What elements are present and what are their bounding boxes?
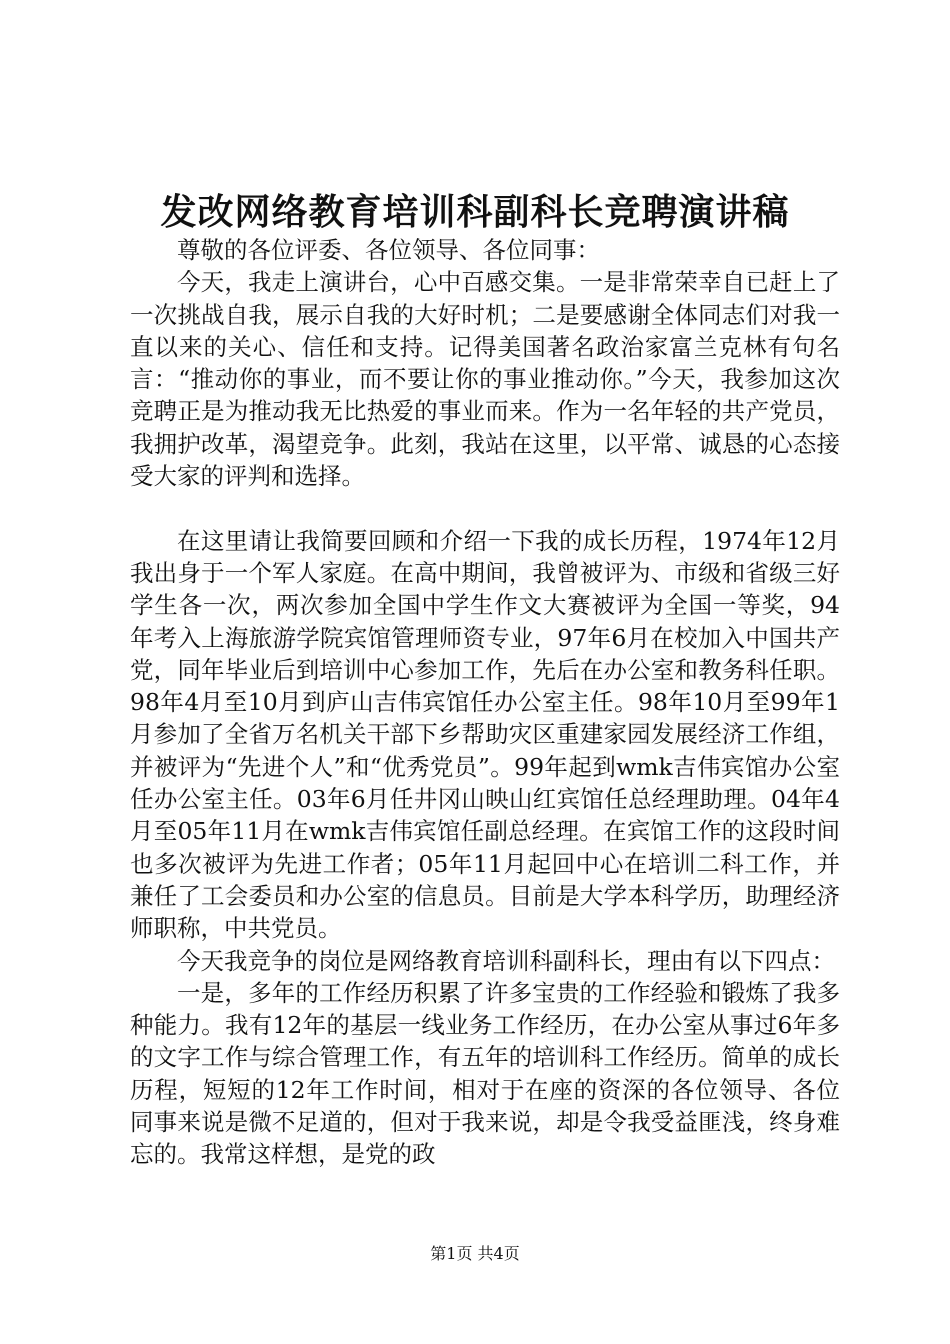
reason-one-paragraph: 一是，多年的工作经历积累了许多宝贵的工作经验和锻炼了我多种能力。我有12年的基层一线业务工作经历，在办公室从事过6年多的文字工作与综合管理工作，有五年的培训科工作经历。简单的成长历程，短短的12年工作时间，相对于在座的资深的各位领导、各位同事来说是微不足道的，但对于我来说，却是令我受益匪浅，终身难忘的。我常这样想，是党的政 [130, 978, 840, 1169]
opening-paragraph: 今天，我走上演讲台，心中百感交集。一是非常荣幸自已赶上了一次挑战自我，展示自我的大好时机；二是要感谢全体同志们对我一直以来的关心、信任和支持。记得美国著名政治家富兰克林有句名言：“推动你的事业，而不要让你的事业推动你。”今天，我参加这次竞聘正是为推动我无比热爱的事业而来。作为一名年轻的共产党员，我拥护改革，渴望竞争。此刻，我站在这里，以平常、诚恳的心态接受大家的评判和选择。 [130, 268, 840, 491]
paragraph-spacer [130, 492, 840, 524]
page-footer: 第1页 共4页 [430, 1244, 520, 1263]
salutation-paragraph: 尊敬的各位评委、各位领导、各位同事： [177, 236, 600, 264]
document-body [130, 234, 840, 1171]
background-paragraph: 在这里请让我简要回顾和介绍一下我的成长历程，1974年12月我出身于一个军人家庭。在高中期间，我曾被评为、市级和省级三好学生各一次，两次参加全国中学生作文大赛被评为全国一等奖，94年考入上海旅游学院宾馆管理师资专业，97年6月在校加入中国共产党，同年毕业后到培训中心参加工作，先后在办公室和教务科任职。98年4月至10月到庐山吉伟宾馆任办公室主任。98年10月至99年1月参加了全省万名机关干部下乡帮助灾区重建家园发展经济工作组，并被评为“先进个人”和“优秀党员”。99年起到wmk吉伟宾馆办公室任办公室主任。03年6月任井冈山映山红宾馆任总经理助理。04年4月至05年11月在wmk吉伟宾馆任副总经理。在宾馆工作的这段时间也多次被评为先进工作者；05年11月起回中心在培训二科工作，并兼任了工会委员和办公室的信息员。目前是大学本科学历，助理经济师职称，中共党员。 [130, 526, 840, 943]
document-title: 发改网络教育培训科副科长竞聘演讲稿 [160, 191, 790, 233]
position-paragraph: 今天我竞争的岗位是网络教育培训科副科长，理由有以下四点： [177, 946, 835, 975]
